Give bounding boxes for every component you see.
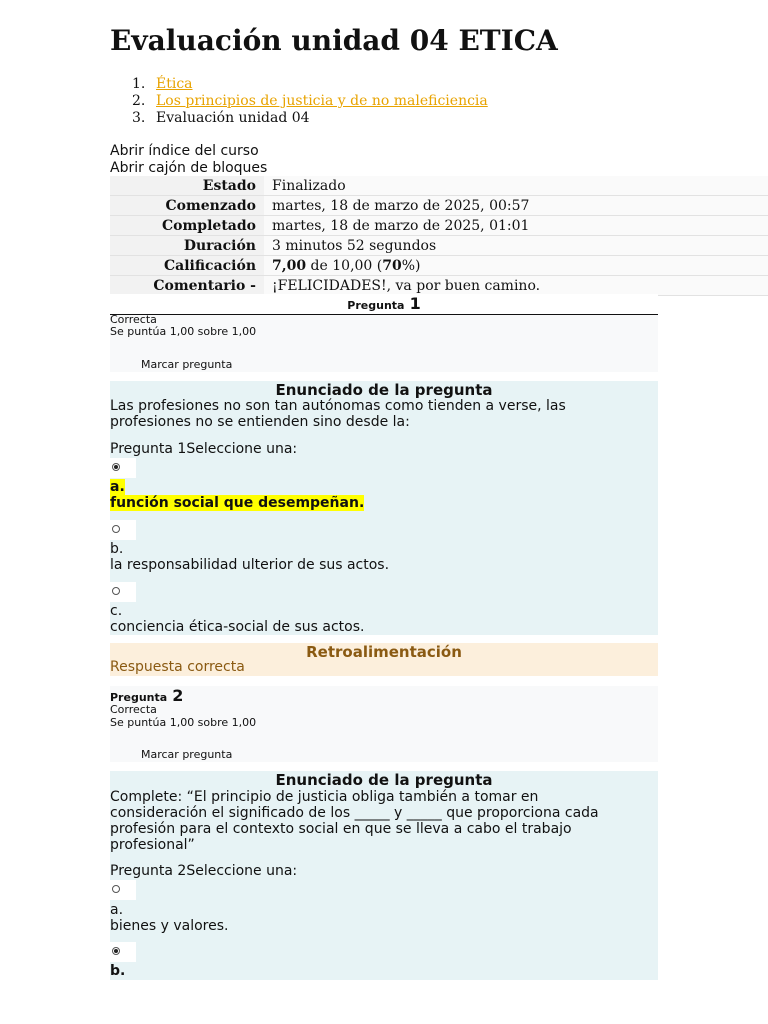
open-block-drawer-link[interactable]: Abrir cajón de bloques [110,160,268,176]
option-a-radio[interactable] [110,458,136,478]
question-2-info [110,686,658,762]
option-c-letter: c. [110,603,123,619]
option-b-radio[interactable] [110,942,136,962]
question-prompt: Pregunta 2Seleccione una: [110,863,298,879]
option-b-letter: b. [110,963,126,979]
summary-row-comenzado [110,196,768,216]
option-c-radio[interactable] [110,582,136,602]
summary-row-completado [110,216,768,236]
feedback-text: Respuesta correcta [110,659,245,675]
breadcrumb [110,76,488,127]
question-score: Se puntúa 1,00 sobre 1,00 [110,325,257,338]
question-1-info [110,294,658,372]
summary-label: Comentario - [110,276,264,296]
question-prompt: Pregunta 1Seleccione una: [110,441,298,457]
summary-value: Finalizado [264,176,768,196]
attempt-summary-table [110,176,768,296]
summary-label: Estado [110,176,264,196]
summary-row-duracion [110,236,768,256]
grade-score: 7,00 [272,257,307,274]
breadcrumb-item [110,110,488,127]
summary-value: 3 minutos 52 segundos [264,236,768,256]
radio-checked-icon [112,463,120,471]
question-heading: Enunciado de la pregunta [275,771,493,789]
flag-question-button[interactable]: Marcar pregunta [141,358,233,371]
question-2-content [110,771,658,980]
question-score: Se puntúa 1,00 sobre 1,00 [110,716,257,729]
feedback-heading: Retroalimentación [306,643,462,661]
breadcrumb-number: 3. [132,110,146,126]
question-text: Las profesiones no son tan autónomas como tienden a verse, las profesiones no se entienden sino desde la: [110,398,566,430]
question-1-content [110,381,658,635]
breadcrumb-number: 1. [132,76,146,92]
open-course-index-link[interactable]: Abrir índice del curso [110,143,259,159]
summary-value [264,256,768,276]
option-a-radio[interactable] [110,880,136,900]
summary-value: martes, 18 de marzo de 2025, 01:01 [264,216,768,236]
question-status: Correcta [110,703,157,716]
summary-label: Duración [110,236,264,256]
option-b-letter: b. [110,541,124,557]
feedback-box [110,643,658,676]
radio-unchecked-icon [112,525,120,533]
option-a-text: función social que desempeñan. [110,495,365,511]
question-number: 1 [409,294,421,313]
breadcrumb-number: 2. [132,93,146,109]
option-c-text: conciencia ética-social de sus actos. [110,619,365,635]
radio-unchecked-icon [112,885,120,893]
option-a-letter: a. [110,479,125,495]
option-a-letter: a. [110,902,124,918]
breadcrumb-item [110,93,488,110]
summary-value: martes, 18 de marzo de 2025, 00:57 [264,196,768,216]
question-label: Pregunta [110,691,168,704]
radio-unchecked-icon [112,587,120,595]
breadcrumb-current: Evaluación unidad 04 [156,110,310,126]
summary-row-comentario [110,276,768,296]
summary-label: Calificación [110,256,264,276]
option-b-radio[interactable] [110,520,136,540]
breadcrumb-item [110,76,488,93]
summary-label: Completado [110,216,264,236]
grade-percent-tail: %) [401,257,421,274]
question-1-header [110,294,658,315]
flag-question-button[interactable]: Marcar pregunta [141,748,233,761]
question-heading: Enunciado de la pregunta [275,381,493,399]
question-number: 2 [172,686,184,705]
grade-out-of: de 10,00 ( [306,257,383,274]
option-b-text: la responsabilidad ulterior de sus actos. [110,557,390,573]
question-status: Correcta [110,313,157,326]
radio-checked-icon [112,947,120,955]
page-title: Evaluación unidad 04 ETICA [110,24,558,57]
summary-label: Comenzado [110,196,264,216]
option-a-text: bienes y valores. [110,918,229,934]
question-label: Pregunta [347,299,405,312]
summary-value: ¡FELICIDADES!, va por buen camino. [264,276,768,296]
summary-row-calificacion [110,256,768,276]
breadcrumb-link-principios[interactable]: Los principios de justicia y de no maleficiencia [156,93,488,109]
summary-row-estado [110,176,768,196]
grade-percent: 70 [382,257,402,274]
question-text: Complete: “El principio de justicia obliga también a tomar en consideración el significado de los _____ y _____ que proporciona cada profesión para el contexto social en que se lleva a cabo el trabajo profesional” [110,789,599,853]
breadcrumb-link-etica[interactable]: Ética [156,76,193,92]
